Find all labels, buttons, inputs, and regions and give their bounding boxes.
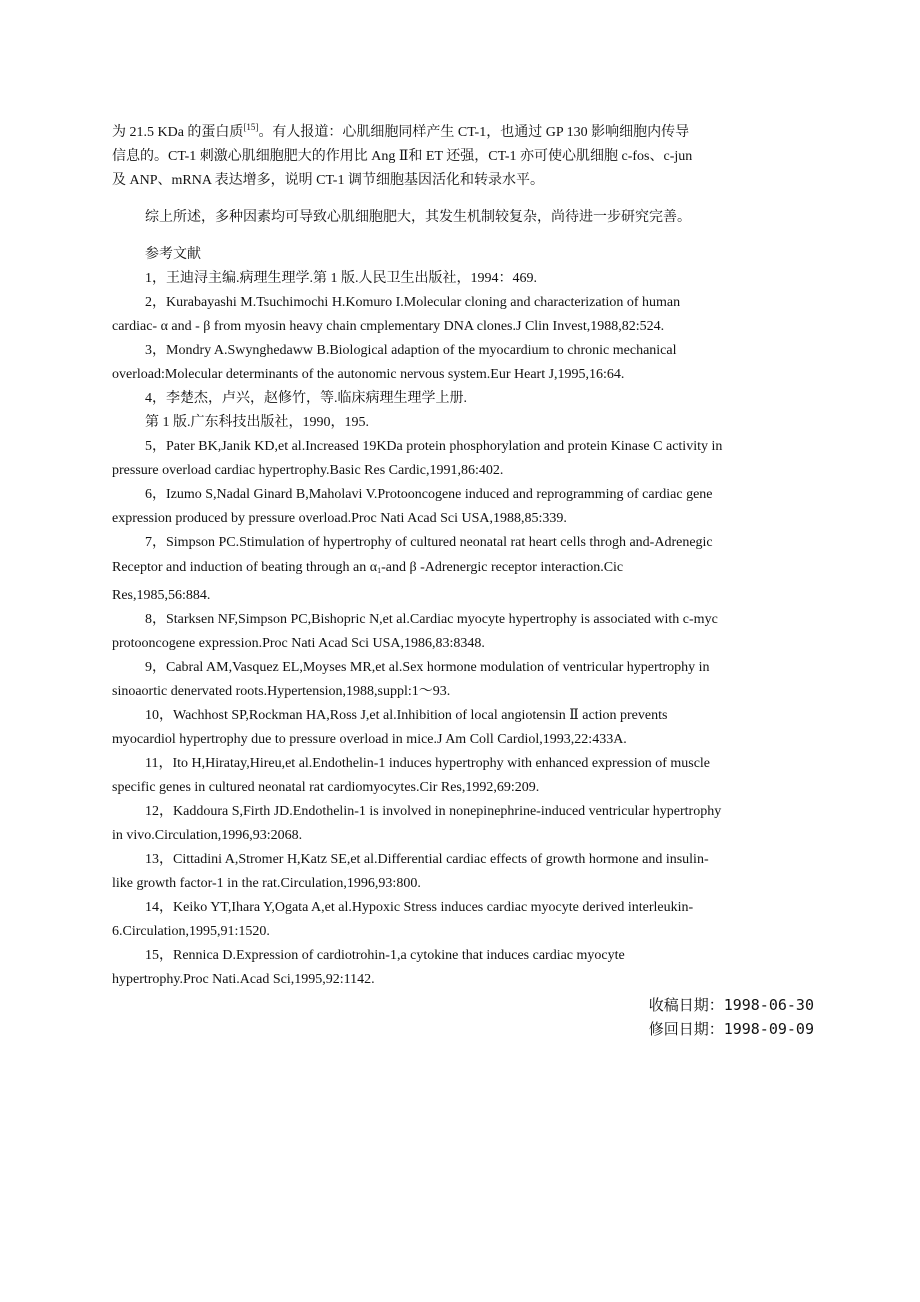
reference-item (112, 291, 814, 339)
reference-line (112, 555, 814, 584)
text-span: 。有人报道：心肌细胞同样产生 CT-1，也通过 GP 130 影响细胞内传导 (258, 125, 690, 140)
reference-line: 3，Mondry A.Swynghedaww B.Biological adaption of the myocardium to chronic mechanical (145, 343, 677, 358)
reference-line: pressure overload cardiac hypertrophy.Basic Res Cardic,1991,86:402. (112, 463, 504, 478)
paragraph-line: 及 ANP、mRNA 表达增多，说明 CT-1 调节细胞基因活化和转录水平。 (112, 173, 544, 188)
dates-block (112, 993, 814, 1041)
reference-item (112, 848, 814, 896)
paper-page (112, 115, 814, 1041)
reference-line: 10，Wachhost SP,Rockman HA,Ross J,et al.Inhibition of local angiotensin Ⅱ action prevents (145, 708, 668, 723)
reference-line: hypertrophy.Proc Nati.Acad Sci,1995,92:1142. (112, 972, 375, 987)
reference-line: 11，Ito H,Hiratay,Hireu,et al.Endothelin-1 induces hypertrophy with enhanced expression of muscle (145, 756, 711, 771)
reference-line: 9，Cabral AM,Vasquez EL,Moyses MR,et al.Sex hormone modulation of ventricular hypertrophy in (145, 660, 710, 675)
reference-item (112, 704, 814, 752)
body-paragraph-2 (112, 206, 814, 230)
reference-item (112, 656, 814, 704)
reference-line: 6.Circulation,1995,91:1520. (112, 924, 270, 939)
reference-line: 13，Cittadini A,Stromer H,Katz SE,et al.Differential cardiac effects of growth hormone and insulin- (145, 852, 709, 867)
reference-item (112, 752, 814, 800)
subscript: 1 (377, 566, 382, 575)
reference-item (112, 800, 814, 848)
reference-line: protooncogene expression.Proc Nati Acad Sci USA,1986,83:8348. (112, 636, 485, 651)
reference-line: 8，Starksen NF,Simpson PC,Bishopric N,et al.Cardiac myocyte hypertrophy is associated with c-myc (145, 612, 718, 627)
text-span: -and β -Adrenergic receptor interaction.Cic (381, 560, 624, 575)
reference-line: Res,1985,56:884. (112, 588, 211, 603)
reference-line: 7，Simpson PC.Stimulation of hypertrophy of cultured neonatal rat heart cells throgh and-Adrenegic (145, 535, 713, 550)
reference-line: in vivo.Circulation,1996,93:2068. (112, 828, 303, 843)
reference-line: 4，李楚杰，卢兴，赵修竹，等.临床病理生理学上册. (145, 391, 467, 406)
text-span: Receptor and induction of beating through an α (112, 560, 378, 575)
paragraph-line: 信息的。CT-1 刺激心肌细胞肥大的作用比 Ang Ⅱ和 ET 还强，CT-1 亦可使心肌细胞 c-fos、c-jun (112, 149, 693, 164)
reference-item (112, 267, 814, 291)
received-date: 收稿日期：1998-06-30 (648, 996, 814, 1014)
reference-item (112, 435, 814, 483)
reference-line: 1，王迪浔主编.病理生理学.第 1 版.人民卫生出版社，1994：469. (145, 271, 537, 286)
reference-item (112, 387, 814, 411)
reference-item (112, 411, 814, 435)
body-paragraph-1 (112, 115, 814, 193)
reference-line: 6，Izumo S,Nadal Ginard B,Maholavi V.Protooncogene induced and reprogramming of cardiac gene (145, 487, 713, 502)
reference-line: 15，Rennica D.Expression of cardiotrohin-1,a cytokine that induces cardiac myocyte (145, 948, 625, 963)
reference-line: like growth factor-1 in the rat.Circulation,1996,93:800. (112, 876, 421, 891)
reference-item (112, 531, 814, 608)
reference-line: expression produced by pressure overload.Proc Nati Acad Sci USA,1988,85:339. (112, 511, 567, 526)
text-span: 为 21.5 KDa 的蛋白质 (112, 125, 244, 140)
revised-date: 修回日期：1998-09-09 (648, 1020, 814, 1038)
reference-line: myocardiol hypertrophy due to pressure overload in mice.J Am Coll Cardiol,1993,22:433A. (112, 732, 627, 747)
reference-line: 第 1 版.广东科技出版社，1990，195. (145, 415, 369, 430)
reference-item (112, 483, 814, 531)
reference-item (112, 608, 814, 656)
reference-line: 12，Kaddoura S,Firth JD.Endothelin-1 is involved in nonepinephrine-induced ventricular hypertrophy (145, 804, 722, 819)
reference-line: specific genes in cultured neonatal rat cardiomyocytes.Cir Res,1992,69:209. (112, 780, 540, 795)
reference-item (112, 339, 814, 387)
reference-item (112, 896, 814, 944)
reference-line: 14，Keiko YT,Ihara Y,Ogata A,et al.Hypoxic Stress induces cardiac myocyte derived interleukin- (145, 900, 694, 915)
reference-line: 2，Kurabayashi M.Tsuchimochi H.Komuro I.Molecular cloning and characterization of human (145, 295, 681, 310)
references-heading: 参考文献 (145, 247, 201, 262)
paragraph-line (112, 115, 814, 145)
paragraph-line: 综上所述，多种因素均可导致心肌细胞肥大，其发生机制较复杂，尚待进一步研究完善。 (145, 210, 691, 225)
reference-line: cardiac- α and - β from myosin heavy chain cmplementary DNA clones.J Clin Invest,1988,82:524. (112, 319, 665, 334)
reference-line: sinoaortic denervated roots.Hypertension,1988,suppl:1～93. (112, 684, 451, 699)
references-section (112, 243, 814, 992)
reference-item (112, 944, 814, 992)
reference-line: overload:Molecular determinants of the autonomic nervous system.Eur Heart J,1995,16:64. (112, 367, 625, 382)
reference-line: 5，Pater BK,Janik KD,et al.Increased 19KDa protein phosphorylation and protein Kinase C activity in (145, 439, 723, 454)
citation-superscript: [15] (243, 122, 259, 132)
